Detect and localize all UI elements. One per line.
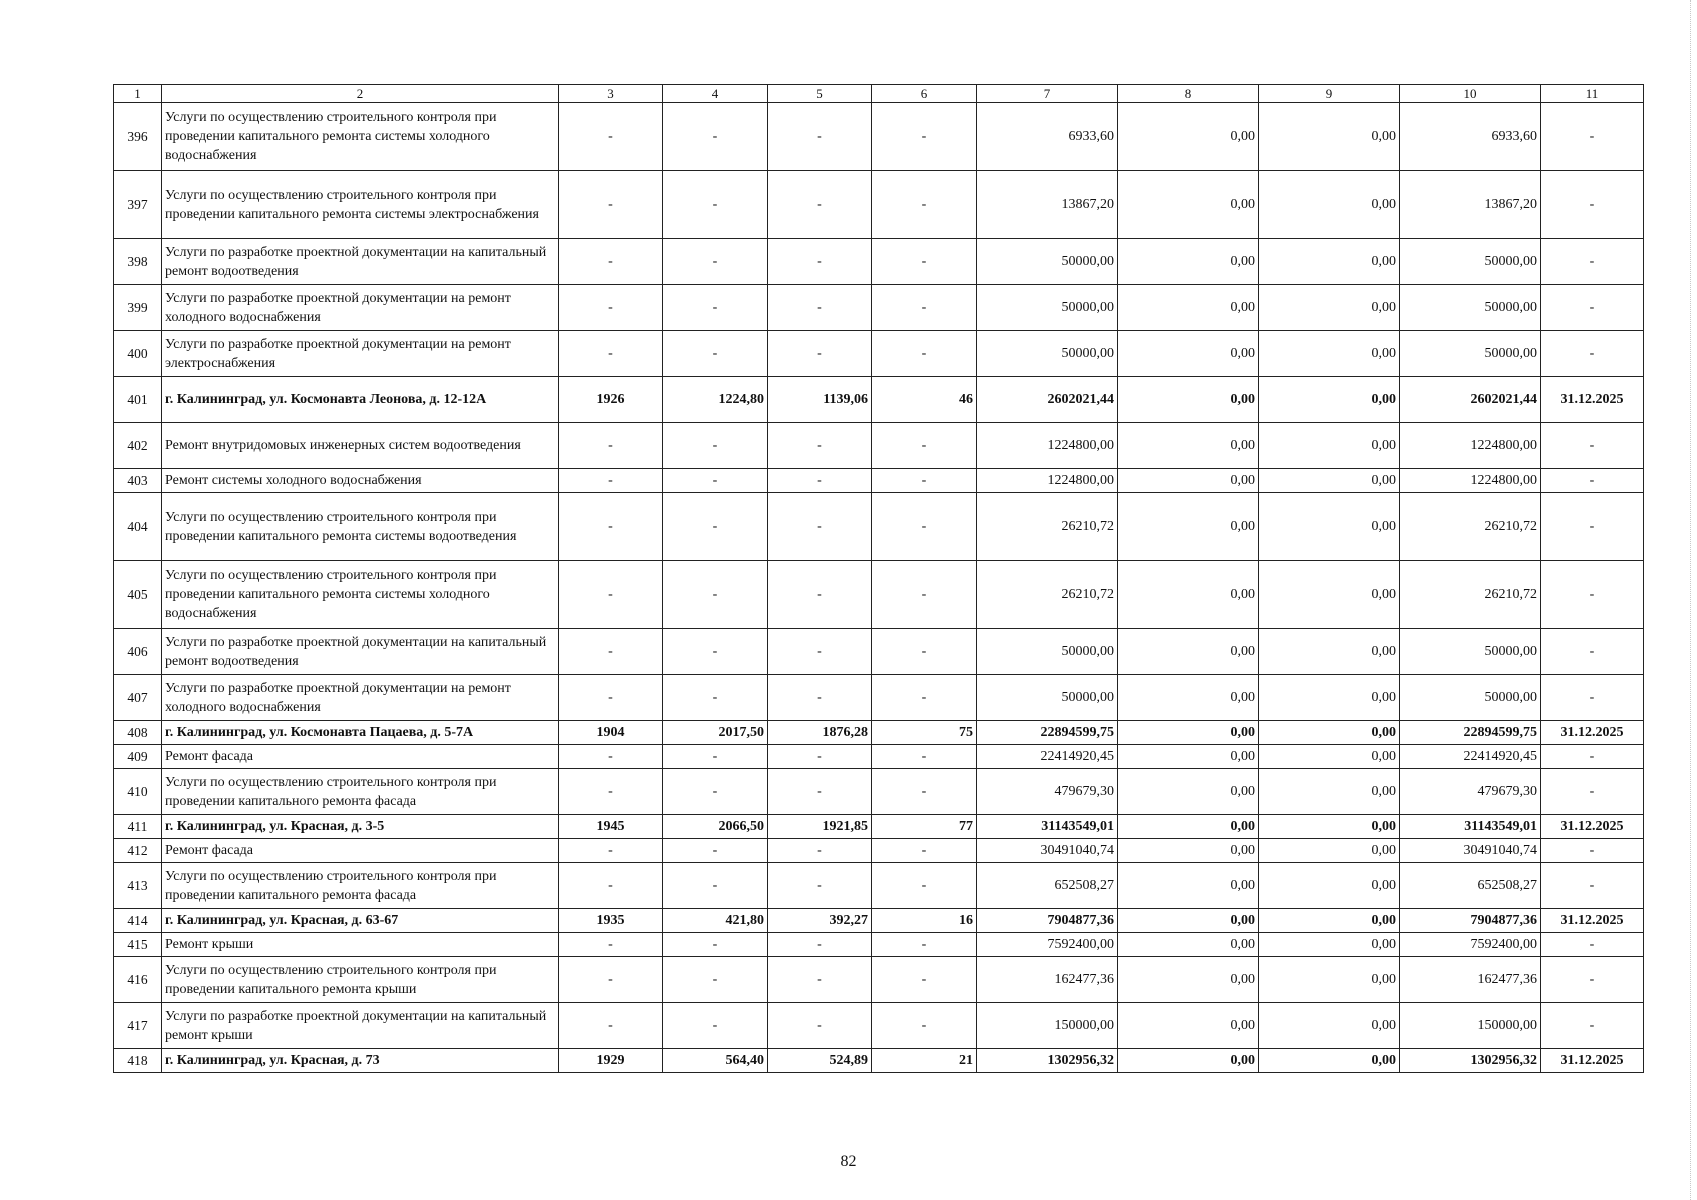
total-cost: 162477,36 xyxy=(977,957,1118,1003)
year-built: - xyxy=(559,493,663,561)
year-built: - xyxy=(559,561,663,629)
total-cost: 30491040,74 xyxy=(977,839,1118,863)
total-cost: 479679,30 xyxy=(977,769,1118,815)
budget-cost: 0,00 xyxy=(1259,839,1400,863)
fund-cost: 0,00 xyxy=(1118,629,1259,675)
row-number: 417 xyxy=(114,1003,162,1049)
residents-count: - xyxy=(872,839,977,863)
total-cost: 22414920,45 xyxy=(977,745,1118,769)
residential-area: - xyxy=(768,469,872,493)
fund-cost: 0,00 xyxy=(1118,423,1259,469)
table-row xyxy=(114,561,1644,629)
table-row xyxy=(114,863,1644,909)
deadline: - xyxy=(1541,561,1644,629)
total-area: - xyxy=(663,239,768,285)
table-row xyxy=(114,103,1644,171)
fund-cost: 0,00 xyxy=(1118,933,1259,957)
table-row xyxy=(114,1003,1644,1049)
residents-count: - xyxy=(872,769,977,815)
total-cost: 150000,00 xyxy=(977,1003,1118,1049)
residents-count: - xyxy=(872,745,977,769)
owners-cost: 7904877,36 xyxy=(1400,909,1541,933)
table-row xyxy=(114,1049,1644,1073)
total-cost: 1302956,32 xyxy=(977,1049,1118,1073)
row-number: 410 xyxy=(114,769,162,815)
row-number: 404 xyxy=(114,493,162,561)
owners-cost: 50000,00 xyxy=(1400,331,1541,377)
residential-area: - xyxy=(768,103,872,171)
deadline: - xyxy=(1541,331,1644,377)
table-row xyxy=(114,769,1644,815)
row-number: 403 xyxy=(114,469,162,493)
work-description: Услуги по осуществлению строительного контроля при проведении капитального ремонта фасада xyxy=(162,769,559,815)
budget-cost: 0,00 xyxy=(1259,675,1400,721)
budget-cost: 0,00 xyxy=(1259,815,1400,839)
column-header: 7 xyxy=(977,85,1118,103)
capital-repair-table xyxy=(113,84,1644,1073)
residential-area: - xyxy=(768,423,872,469)
owners-cost: 50000,00 xyxy=(1400,285,1541,331)
total-area: - xyxy=(663,171,768,239)
residents-count: - xyxy=(872,561,977,629)
year-built: - xyxy=(559,103,663,171)
work-description: г. Калининград, ул. Красная, д. 73 xyxy=(162,1049,559,1073)
budget-cost: 0,00 xyxy=(1259,469,1400,493)
residents-count: - xyxy=(872,629,977,675)
residential-area: - xyxy=(768,769,872,815)
residential-area: - xyxy=(768,745,872,769)
table-row xyxy=(114,721,1644,745)
residents-count: - xyxy=(872,331,977,377)
residential-area: - xyxy=(768,839,872,863)
total-cost: 50000,00 xyxy=(977,239,1118,285)
column-header: 11 xyxy=(1541,85,1644,103)
owners-cost: 50000,00 xyxy=(1400,239,1541,285)
fund-cost: 0,00 xyxy=(1118,957,1259,1003)
column-header: 2 xyxy=(162,85,559,103)
total-cost: 652508,27 xyxy=(977,863,1118,909)
row-number: 408 xyxy=(114,721,162,745)
year-built: 1929 xyxy=(559,1049,663,1073)
deadline: - xyxy=(1541,957,1644,1003)
year-built: 1935 xyxy=(559,909,663,933)
work-description: г. Калининград, ул. Красная, д. 63-67 xyxy=(162,909,559,933)
column-header: 4 xyxy=(663,85,768,103)
owners-cost: 31143549,01 xyxy=(1400,815,1541,839)
budget-cost: 0,00 xyxy=(1259,239,1400,285)
work-description: Услуги по разработке проектной документации на капитальный ремонт крыши xyxy=(162,1003,559,1049)
owners-cost: 22894599,75 xyxy=(1400,721,1541,745)
total-cost: 13867,20 xyxy=(977,171,1118,239)
year-built: - xyxy=(559,957,663,1003)
row-number: 413 xyxy=(114,863,162,909)
row-number: 401 xyxy=(114,377,162,423)
year-built: - xyxy=(559,863,663,909)
residential-area: - xyxy=(768,863,872,909)
table-row xyxy=(114,933,1644,957)
year-built: - xyxy=(559,331,663,377)
work-description: Услуги по разработке проектной документации на ремонт холодного водоснабжения xyxy=(162,675,559,721)
owners-cost: 1302956,32 xyxy=(1400,1049,1541,1073)
deadline: - xyxy=(1541,629,1644,675)
total-cost: 22894599,75 xyxy=(977,721,1118,745)
residential-area: - xyxy=(768,331,872,377)
fund-cost: 0,00 xyxy=(1118,103,1259,171)
total-cost: 26210,72 xyxy=(977,493,1118,561)
column-header: 1 xyxy=(114,85,162,103)
total-area: - xyxy=(663,769,768,815)
total-area: - xyxy=(663,493,768,561)
budget-cost: 0,00 xyxy=(1259,769,1400,815)
table-row xyxy=(114,171,1644,239)
fund-cost: 0,00 xyxy=(1118,1003,1259,1049)
work-description: г. Калининград, ул. Космонавта Леонова, д. 12-12А xyxy=(162,377,559,423)
table-row xyxy=(114,469,1644,493)
owners-cost: 50000,00 xyxy=(1400,675,1541,721)
work-description: Услуги по осуществлению строительного контроля при проведении капитального ремонта системы водоотведения xyxy=(162,493,559,561)
work-description: Ремонт крыши xyxy=(162,933,559,957)
residents-count: - xyxy=(872,863,977,909)
budget-cost: 0,00 xyxy=(1259,629,1400,675)
total-cost: 50000,00 xyxy=(977,331,1118,377)
residential-area: 392,27 xyxy=(768,909,872,933)
row-number: 402 xyxy=(114,423,162,469)
residents-count: - xyxy=(872,469,977,493)
column-header: 9 xyxy=(1259,85,1400,103)
owners-cost: 2602021,44 xyxy=(1400,377,1541,423)
owners-cost: 479679,30 xyxy=(1400,769,1541,815)
column-header: 3 xyxy=(559,85,663,103)
fund-cost: 0,00 xyxy=(1118,171,1259,239)
fund-cost: 0,00 xyxy=(1118,863,1259,909)
work-description: г. Калининград, ул. Космонавта Пацаева, д. 5-7А xyxy=(162,721,559,745)
total-area: 421,80 xyxy=(663,909,768,933)
residential-area: - xyxy=(768,957,872,1003)
deadline: - xyxy=(1541,769,1644,815)
year-built: - xyxy=(559,171,663,239)
deadline: 31.12.2025 xyxy=(1541,815,1644,839)
year-built: - xyxy=(559,745,663,769)
residential-area: - xyxy=(768,285,872,331)
residents-count: 75 xyxy=(872,721,977,745)
row-number: 418 xyxy=(114,1049,162,1073)
year-built: - xyxy=(559,1003,663,1049)
column-header: 8 xyxy=(1118,85,1259,103)
fund-cost: 0,00 xyxy=(1118,1049,1259,1073)
total-area: - xyxy=(663,957,768,1003)
work-description: Услуги по осуществлению строительного контроля при проведении капитального ремонта фасада xyxy=(162,863,559,909)
total-area: - xyxy=(663,839,768,863)
deadline: - xyxy=(1541,423,1644,469)
total-cost: 26210,72 xyxy=(977,561,1118,629)
total-cost: 50000,00 xyxy=(977,675,1118,721)
table-body xyxy=(114,103,1644,1073)
page-number: 82 xyxy=(840,1153,857,1170)
budget-cost: 0,00 xyxy=(1259,745,1400,769)
residents-count: 16 xyxy=(872,909,977,933)
budget-cost: 0,00 xyxy=(1259,561,1400,629)
year-built: - xyxy=(559,629,663,675)
total-cost: 1224800,00 xyxy=(977,469,1118,493)
total-area: - xyxy=(663,675,768,721)
total-area: 564,40 xyxy=(663,1049,768,1073)
residents-count: - xyxy=(872,285,977,331)
table-row xyxy=(114,629,1644,675)
work-description: Услуги по осуществлению строительного контроля при проведении капитального ремонта системы электроснабжения xyxy=(162,171,559,239)
table-row xyxy=(114,909,1644,933)
deadline: - xyxy=(1541,285,1644,331)
fund-cost: 0,00 xyxy=(1118,675,1259,721)
row-number: 416 xyxy=(114,957,162,1003)
column-header: 10 xyxy=(1400,85,1541,103)
owners-cost: 6933,60 xyxy=(1400,103,1541,171)
year-built: - xyxy=(559,239,663,285)
total-area: - xyxy=(663,331,768,377)
budget-cost: 0,00 xyxy=(1259,493,1400,561)
row-number: 406 xyxy=(114,629,162,675)
work-description: Услуги по разработке проектной документации на ремонт электроснабжения xyxy=(162,331,559,377)
row-number: 414 xyxy=(114,909,162,933)
row-number: 409 xyxy=(114,745,162,769)
row-number: 398 xyxy=(114,239,162,285)
year-built: 1926 xyxy=(559,377,663,423)
total-cost: 1224800,00 xyxy=(977,423,1118,469)
deadline: 31.12.2025 xyxy=(1541,377,1644,423)
work-description: Ремонт фасада xyxy=(162,839,559,863)
residents-count: - xyxy=(872,675,977,721)
budget-cost: 0,00 xyxy=(1259,957,1400,1003)
work-description: Ремонт фасада xyxy=(162,745,559,769)
residential-area: - xyxy=(768,1003,872,1049)
fund-cost: 0,00 xyxy=(1118,561,1259,629)
deadline: 31.12.2025 xyxy=(1541,909,1644,933)
fund-cost: 0,00 xyxy=(1118,239,1259,285)
table-row xyxy=(114,957,1644,1003)
total-area: 2017,50 xyxy=(663,721,768,745)
row-number: 405 xyxy=(114,561,162,629)
work-description: Ремонт внутридомовых инженерных систем водоотведения xyxy=(162,423,559,469)
residential-area: 1921,85 xyxy=(768,815,872,839)
fund-cost: 0,00 xyxy=(1118,469,1259,493)
budget-cost: 0,00 xyxy=(1259,377,1400,423)
deadline: - xyxy=(1541,675,1644,721)
total-cost: 7904877,36 xyxy=(977,909,1118,933)
budget-cost: 0,00 xyxy=(1259,863,1400,909)
row-number: 396 xyxy=(114,103,162,171)
column-number-row xyxy=(114,85,1644,103)
work-description: г. Калининград, ул. Красная, д. 3-5 xyxy=(162,815,559,839)
owners-cost: 652508,27 xyxy=(1400,863,1541,909)
total-cost: 50000,00 xyxy=(977,629,1118,675)
total-area: 2066,50 xyxy=(663,815,768,839)
owners-cost: 26210,72 xyxy=(1400,561,1541,629)
residents-count: 77 xyxy=(872,815,977,839)
work-description: Услуги по осуществлению строительного контроля при проведении капитального ремонта крыши xyxy=(162,957,559,1003)
residents-count: - xyxy=(872,423,977,469)
residents-count: - xyxy=(872,1003,977,1049)
table-row xyxy=(114,239,1644,285)
work-description: Услуги по разработке проектной документации на капитальный ремонт водоотведения xyxy=(162,239,559,285)
residents-count: - xyxy=(872,933,977,957)
total-cost: 2602021,44 xyxy=(977,377,1118,423)
residential-area: - xyxy=(768,493,872,561)
fund-cost: 0,00 xyxy=(1118,493,1259,561)
year-built: - xyxy=(559,839,663,863)
deadline: - xyxy=(1541,171,1644,239)
residents-count: - xyxy=(872,493,977,561)
table-row xyxy=(114,839,1644,863)
year-built: - xyxy=(559,469,663,493)
residents-count: - xyxy=(872,171,977,239)
deadline: - xyxy=(1541,1003,1644,1049)
deadline: - xyxy=(1541,745,1644,769)
fund-cost: 0,00 xyxy=(1118,745,1259,769)
budget-cost: 0,00 xyxy=(1259,285,1400,331)
owners-cost: 1224800,00 xyxy=(1400,423,1541,469)
budget-cost: 0,00 xyxy=(1259,423,1400,469)
table-row xyxy=(114,745,1644,769)
deadline: - xyxy=(1541,933,1644,957)
total-area: - xyxy=(663,629,768,675)
total-cost: 50000,00 xyxy=(977,285,1118,331)
column-header: 6 xyxy=(872,85,977,103)
deadline: - xyxy=(1541,863,1644,909)
budget-cost: 0,00 xyxy=(1259,909,1400,933)
year-built: - xyxy=(559,675,663,721)
total-area: - xyxy=(663,423,768,469)
work-description: Услуги по осуществлению строительного контроля при проведении капитального ремонта системы холодного водоснабжения xyxy=(162,561,559,629)
residential-area: 1876,28 xyxy=(768,721,872,745)
fund-cost: 0,00 xyxy=(1118,721,1259,745)
budget-cost: 0,00 xyxy=(1259,171,1400,239)
deadline: 31.12.2025 xyxy=(1541,1049,1644,1073)
owners-cost: 1224800,00 xyxy=(1400,469,1541,493)
residential-area: - xyxy=(768,629,872,675)
residential-area: - xyxy=(768,933,872,957)
row-number: 412 xyxy=(114,839,162,863)
row-number: 411 xyxy=(114,815,162,839)
total-area: - xyxy=(663,103,768,171)
year-built: 1945 xyxy=(559,815,663,839)
deadline: - xyxy=(1541,839,1644,863)
work-description: Ремонт системы холодного водоснабжения xyxy=(162,469,559,493)
total-area: - xyxy=(663,1003,768,1049)
table-row xyxy=(114,675,1644,721)
budget-cost: 0,00 xyxy=(1259,1049,1400,1073)
owners-cost: 13867,20 xyxy=(1400,171,1541,239)
row-number: 407 xyxy=(114,675,162,721)
budget-cost: 0,00 xyxy=(1259,933,1400,957)
residential-area: - xyxy=(768,675,872,721)
total-cost: 7592400,00 xyxy=(977,933,1118,957)
total-area: - xyxy=(663,745,768,769)
deadline: - xyxy=(1541,493,1644,561)
budget-cost: 0,00 xyxy=(1259,721,1400,745)
owners-cost: 50000,00 xyxy=(1400,629,1541,675)
total-area: - xyxy=(663,561,768,629)
work-description: Услуги по разработке проектной документации на капитальный ремонт водоотведения xyxy=(162,629,559,675)
deadline: - xyxy=(1541,239,1644,285)
fund-cost: 0,00 xyxy=(1118,815,1259,839)
fund-cost: 0,00 xyxy=(1118,769,1259,815)
owners-cost: 22414920,45 xyxy=(1400,745,1541,769)
total-area: - xyxy=(663,469,768,493)
residents-count: 21 xyxy=(872,1049,977,1073)
table-row xyxy=(114,331,1644,377)
deadline: - xyxy=(1541,469,1644,493)
page-edge xyxy=(1689,0,1691,1200)
column-header: 5 xyxy=(768,85,872,103)
year-built: 1904 xyxy=(559,721,663,745)
residential-area: 1139,06 xyxy=(768,377,872,423)
year-built: - xyxy=(559,285,663,331)
owners-cost: 7592400,00 xyxy=(1400,933,1541,957)
residential-area: - xyxy=(768,171,872,239)
total-area: 1224,80 xyxy=(663,377,768,423)
residents-count: - xyxy=(872,239,977,285)
fund-cost: 0,00 xyxy=(1118,331,1259,377)
residential-area: - xyxy=(768,561,872,629)
residential-area: - xyxy=(768,239,872,285)
fund-cost: 0,00 xyxy=(1118,285,1259,331)
deadline: - xyxy=(1541,103,1644,171)
year-built: - xyxy=(559,769,663,815)
total-area: - xyxy=(663,933,768,957)
deadline: 31.12.2025 xyxy=(1541,721,1644,745)
table-row xyxy=(114,815,1644,839)
table-row xyxy=(114,493,1644,561)
budget-cost: 0,00 xyxy=(1259,1003,1400,1049)
owners-cost: 150000,00 xyxy=(1400,1003,1541,1049)
residents-count: - xyxy=(872,103,977,171)
residential-area: 524,89 xyxy=(768,1049,872,1073)
row-number: 399 xyxy=(114,285,162,331)
residents-count: - xyxy=(872,957,977,1003)
fund-cost: 0,00 xyxy=(1118,377,1259,423)
row-number: 415 xyxy=(114,933,162,957)
year-built: - xyxy=(559,933,663,957)
residents-count: 46 xyxy=(872,377,977,423)
work-description: Услуги по разработке проектной документации на ремонт холодного водоснабжения xyxy=(162,285,559,331)
table-row xyxy=(114,423,1644,469)
budget-cost: 0,00 xyxy=(1259,331,1400,377)
fund-cost: 0,00 xyxy=(1118,839,1259,863)
budget-cost: 0,00 xyxy=(1259,103,1400,171)
total-cost: 31143549,01 xyxy=(977,815,1118,839)
table-row xyxy=(114,285,1644,331)
total-cost: 6933,60 xyxy=(977,103,1118,171)
total-area: - xyxy=(663,863,768,909)
owners-cost: 30491040,74 xyxy=(1400,839,1541,863)
total-area: - xyxy=(663,285,768,331)
row-number: 397 xyxy=(114,171,162,239)
table-row xyxy=(114,377,1644,423)
work-description: Услуги по осуществлению строительного контроля при проведении капитального ремонта системы холодного водоснабжения xyxy=(162,103,559,171)
fund-cost: 0,00 xyxy=(1118,909,1259,933)
owners-cost: 26210,72 xyxy=(1400,493,1541,561)
year-built: - xyxy=(559,423,663,469)
row-number: 400 xyxy=(114,331,162,377)
owners-cost: 162477,36 xyxy=(1400,957,1541,1003)
